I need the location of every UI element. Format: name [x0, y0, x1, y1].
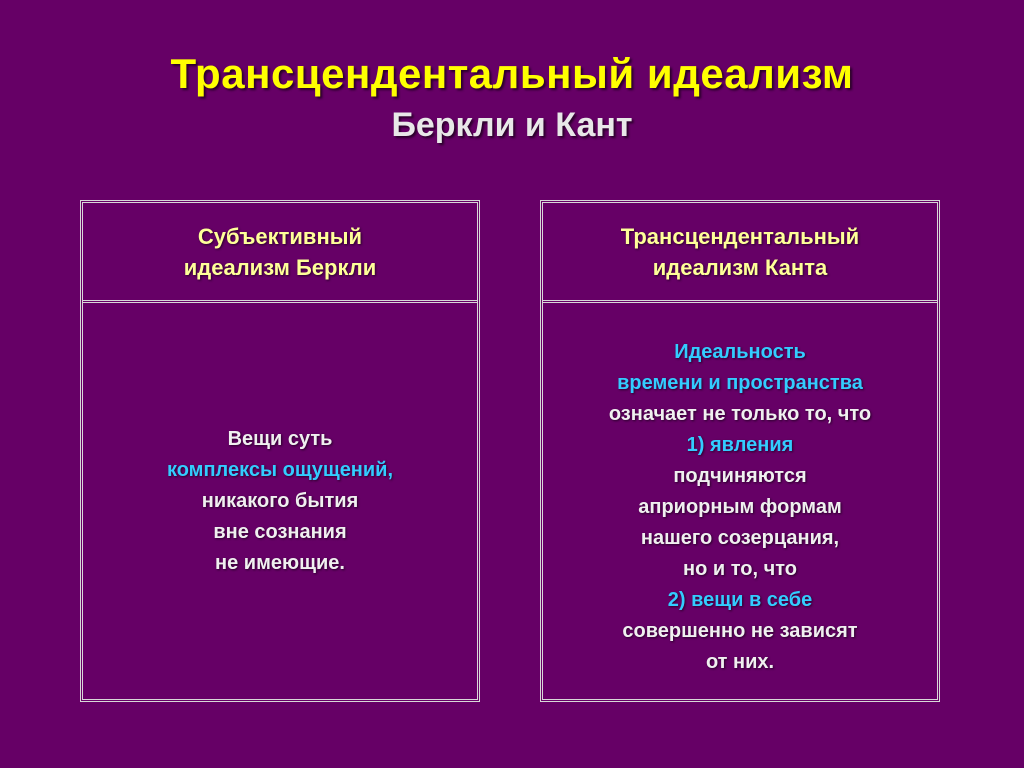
- berkeley-column: [80, 200, 480, 702]
- kant-text-line: совершенно не зависят: [622, 620, 858, 642]
- kant-header-line: идеализм Канта: [652, 254, 828, 280]
- berkeley-text-line: не имеющие.: [215, 551, 345, 574]
- kant-text-line: нашего созерцания,: [640, 527, 840, 549]
- berkeley-text-line: вне сознания: [213, 520, 347, 543]
- berkeley-body: [83, 303, 477, 699]
- kant-text-line: подчиняются: [673, 465, 807, 487]
- berkeley-text-line: Вещи суть: [227, 427, 333, 450]
- berkeley-header-line: Субъективный: [197, 223, 363, 249]
- kant-header-line: Трансцендентальный: [620, 223, 860, 249]
- berkeley-header: [83, 203, 477, 303]
- kant-header: [543, 203, 937, 303]
- kant-text-line: априорным формам: [638, 496, 842, 518]
- slide-subtitle: Беркли и Кант: [391, 106, 633, 144]
- kant-column: [540, 200, 940, 702]
- kant-text-line: но и то, что: [683, 558, 797, 580]
- kant-text-line-highlight: 1) явления: [686, 434, 794, 456]
- slide-title: Трансцендентальный идеализм: [170, 50, 854, 97]
- berkeley-header-line: идеализм Беркли: [183, 254, 377, 280]
- kant-text-line-highlight: 2) вещи в себе: [667, 589, 813, 611]
- berkeley-text-line-highlight: комплексы ощущений,: [166, 458, 394, 481]
- kant-text-line: означает не только то, что: [608, 403, 872, 425]
- kant-text-line-highlight: времени и пространства: [617, 372, 863, 394]
- berkeley-text-line: никакого бытия: [201, 489, 359, 512]
- kant-body: [543, 303, 937, 699]
- kant-text-line: от них.: [705, 651, 775, 673]
- kant-text-line-highlight: Идеальность: [674, 341, 806, 363]
